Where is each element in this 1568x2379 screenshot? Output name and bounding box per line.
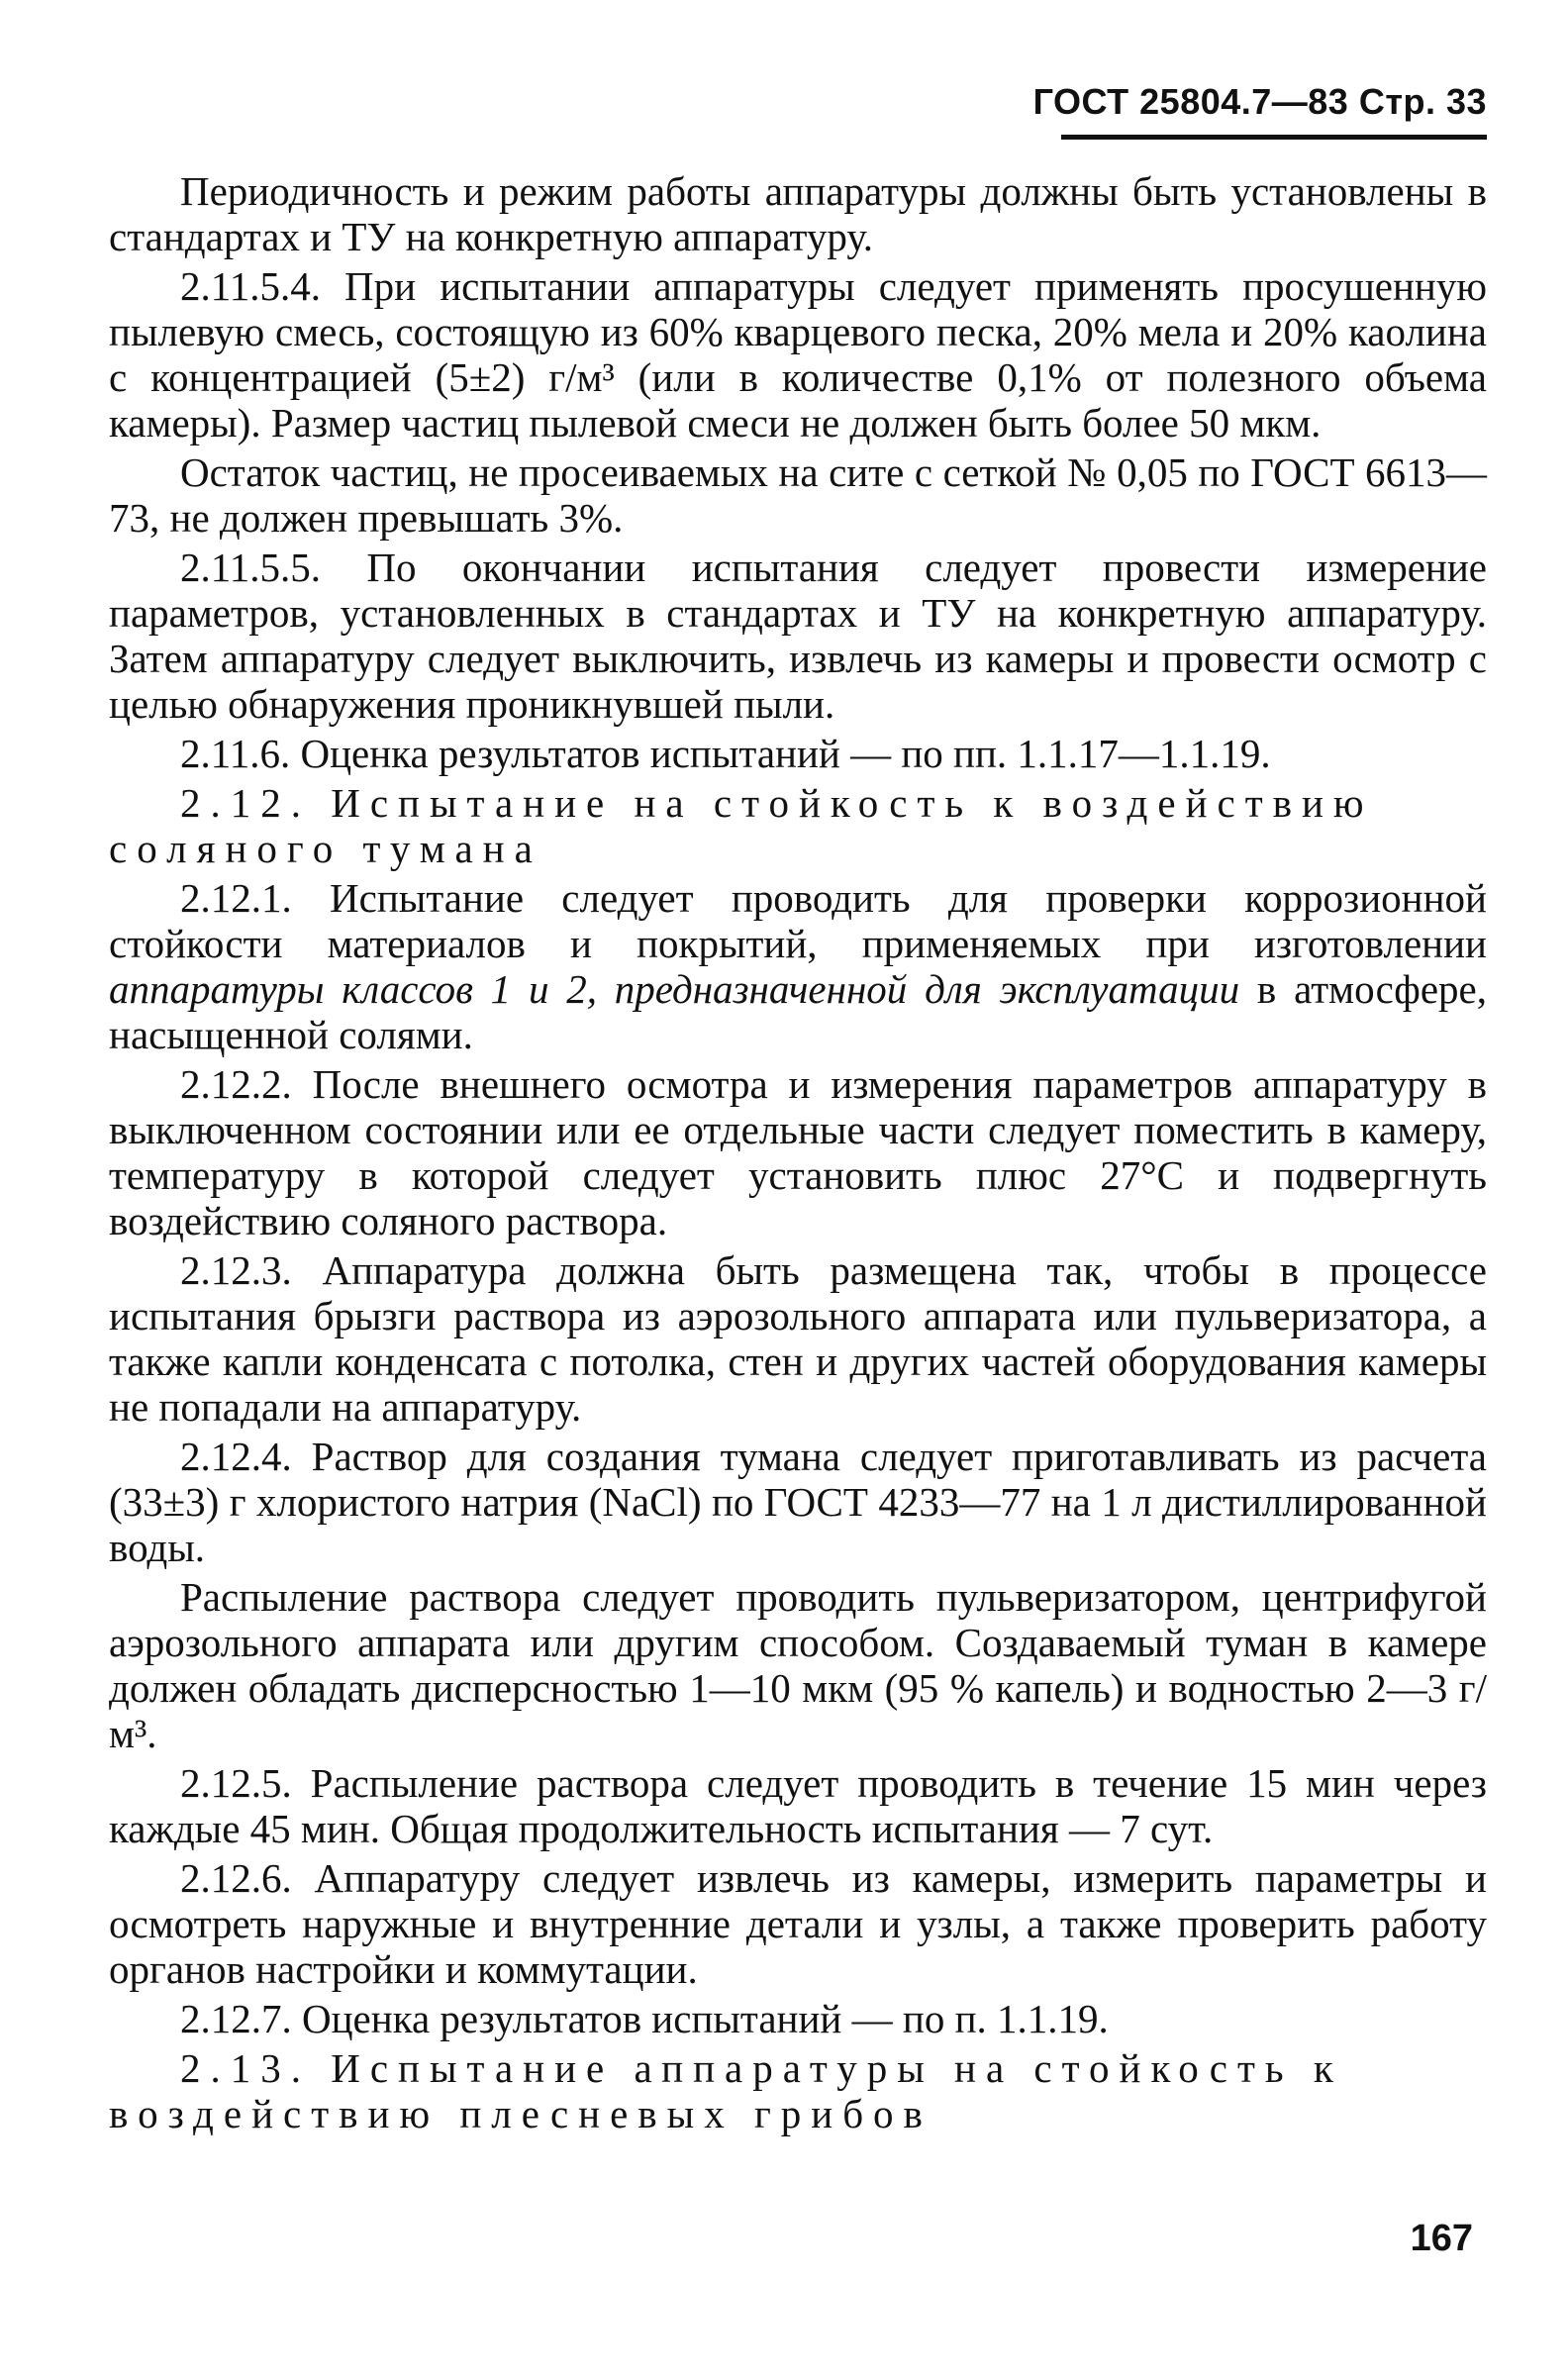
- paragraph-2-12-7: 2.12.7. Оценка результатов испытаний — по п. 1.1.19.: [180, 1996, 1109, 2041]
- paragraph-2-11-6: 2.11.6. Оценка результатов испытаний — по пп. 1.1.17—1.1.19.: [180, 731, 1271, 776]
- section-heading-2-12: 2.12. Испытание на стойкость к воздействию соляного тумана: [109, 780, 1374, 871]
- page-number: 167: [1410, 2218, 1473, 2259]
- paragraph-2-12-5: 2.12.5. Распыление раствора следует проводить в течение 15 мин через каждые 45 мин. Общая продолжительность испытания — 7 сут.: [109, 1760, 1487, 1851]
- paragraph-2-12-1-end: в атмосфере, насыщенной солями.: [109, 966, 1488, 1057]
- paragraph-periodicity: Периодичность и режим работы аппаратуры должны быть установлены в стандартах и ТУ на конкретную аппаратуру.: [109, 168, 1487, 259]
- section-heading-2-13: 2.13. Испытание аппаратуры на стойкость к воздействию плесневых грибов: [109, 2045, 1343, 2136]
- paragraph-2-12-1-italic: аппаратуры классов 1 и 2, предназначенной для эксплуатации: [109, 966, 1240, 1012]
- paragraph-2-12-1-start: 2.12.1. Испытание следует проводить для проверки коррозионной стойкости материалов и покрытий, применяемых при изготовлении: [109, 875, 1487, 966]
- paragraph-2-11-5-5: 2.11.5.5. По окончании испытания следует провести измерение параметров, установленных в стандартах и ТУ на конкретную аппаратуру. Затем аппаратуру следует выключить, извлечь из камеры и провести осмотр с целью обнаружения проникнувшей пыли.: [109, 545, 1487, 727]
- paragraph-2-12-1: [109, 875, 1487, 1057]
- paragraph-2-12-2: 2.12.2. После внешнего осмотра и измерения параметров аппаратуру в выключенном состоянии или ее отдельные части следует поместить в камеру, температуру в которой следует установить плюс 27°С и подвергнуть воздействию соляного раствора.: [109, 1061, 1487, 1243]
- body-text: [109, 168, 1487, 2140]
- paragraph-2-12-6: 2.12.6. Аппаратуру следует извлечь из камеры, измерить параметры и осмотреть наружные и внутренние детали и узлы, а также проверить работу органов настройки и коммутации.: [109, 1855, 1487, 1992]
- paragraph-2-11-5-4: 2.11.5.4. При испытании аппаратуры следует применять просушенную пылевую смесь, состоящую из 60% кварцевого песка, 20% мела и 20% каолина с концентрацией (5±2) г/м³ (или в количестве 0,1% от полезного объема камеры). Размер частиц пылевой смеси не должен быть более 50 мкм.: [109, 263, 1487, 446]
- paragraph-residue: Остаток частиц, не просеиваемых на сите с сеткой № 0,05 по ГОСТ 6613—73, не должен превышать 3%.: [109, 449, 1487, 541]
- paragraph-2-12-3: 2.12.3. Аппаратура должна быть размещена так, чтобы в процессе испытания брызги раствора из аэрозольного аппарата или пульверизатора, а также капли конденсата с потолка, стен и других частей оборудования камеры не попадали на аппаратуру.: [109, 1247, 1487, 1430]
- paragraph-2-12-4: 2.12.4. Раствор для создания тумана следует приготавливать из расчета (33±3) г хлористого натрия (NaCl) по ГОСТ 4233—77 на 1 л дистиллированной воды.: [109, 1434, 1487, 1570]
- header-rule: [1061, 135, 1487, 140]
- page-header: ГОСТ 25804.7—83 Стр. 33: [1032, 81, 1487, 122]
- paragraph-spraying: Распыление раствора следует проводить пульверизатором, центрифугой аэрозольного аппарата или другим способом. Создаваемый туман в камере должен обладать дисперсностью 1—10 мкм (95 % капель) и водностью 2—3 г/м³.: [109, 1574, 1487, 1756]
